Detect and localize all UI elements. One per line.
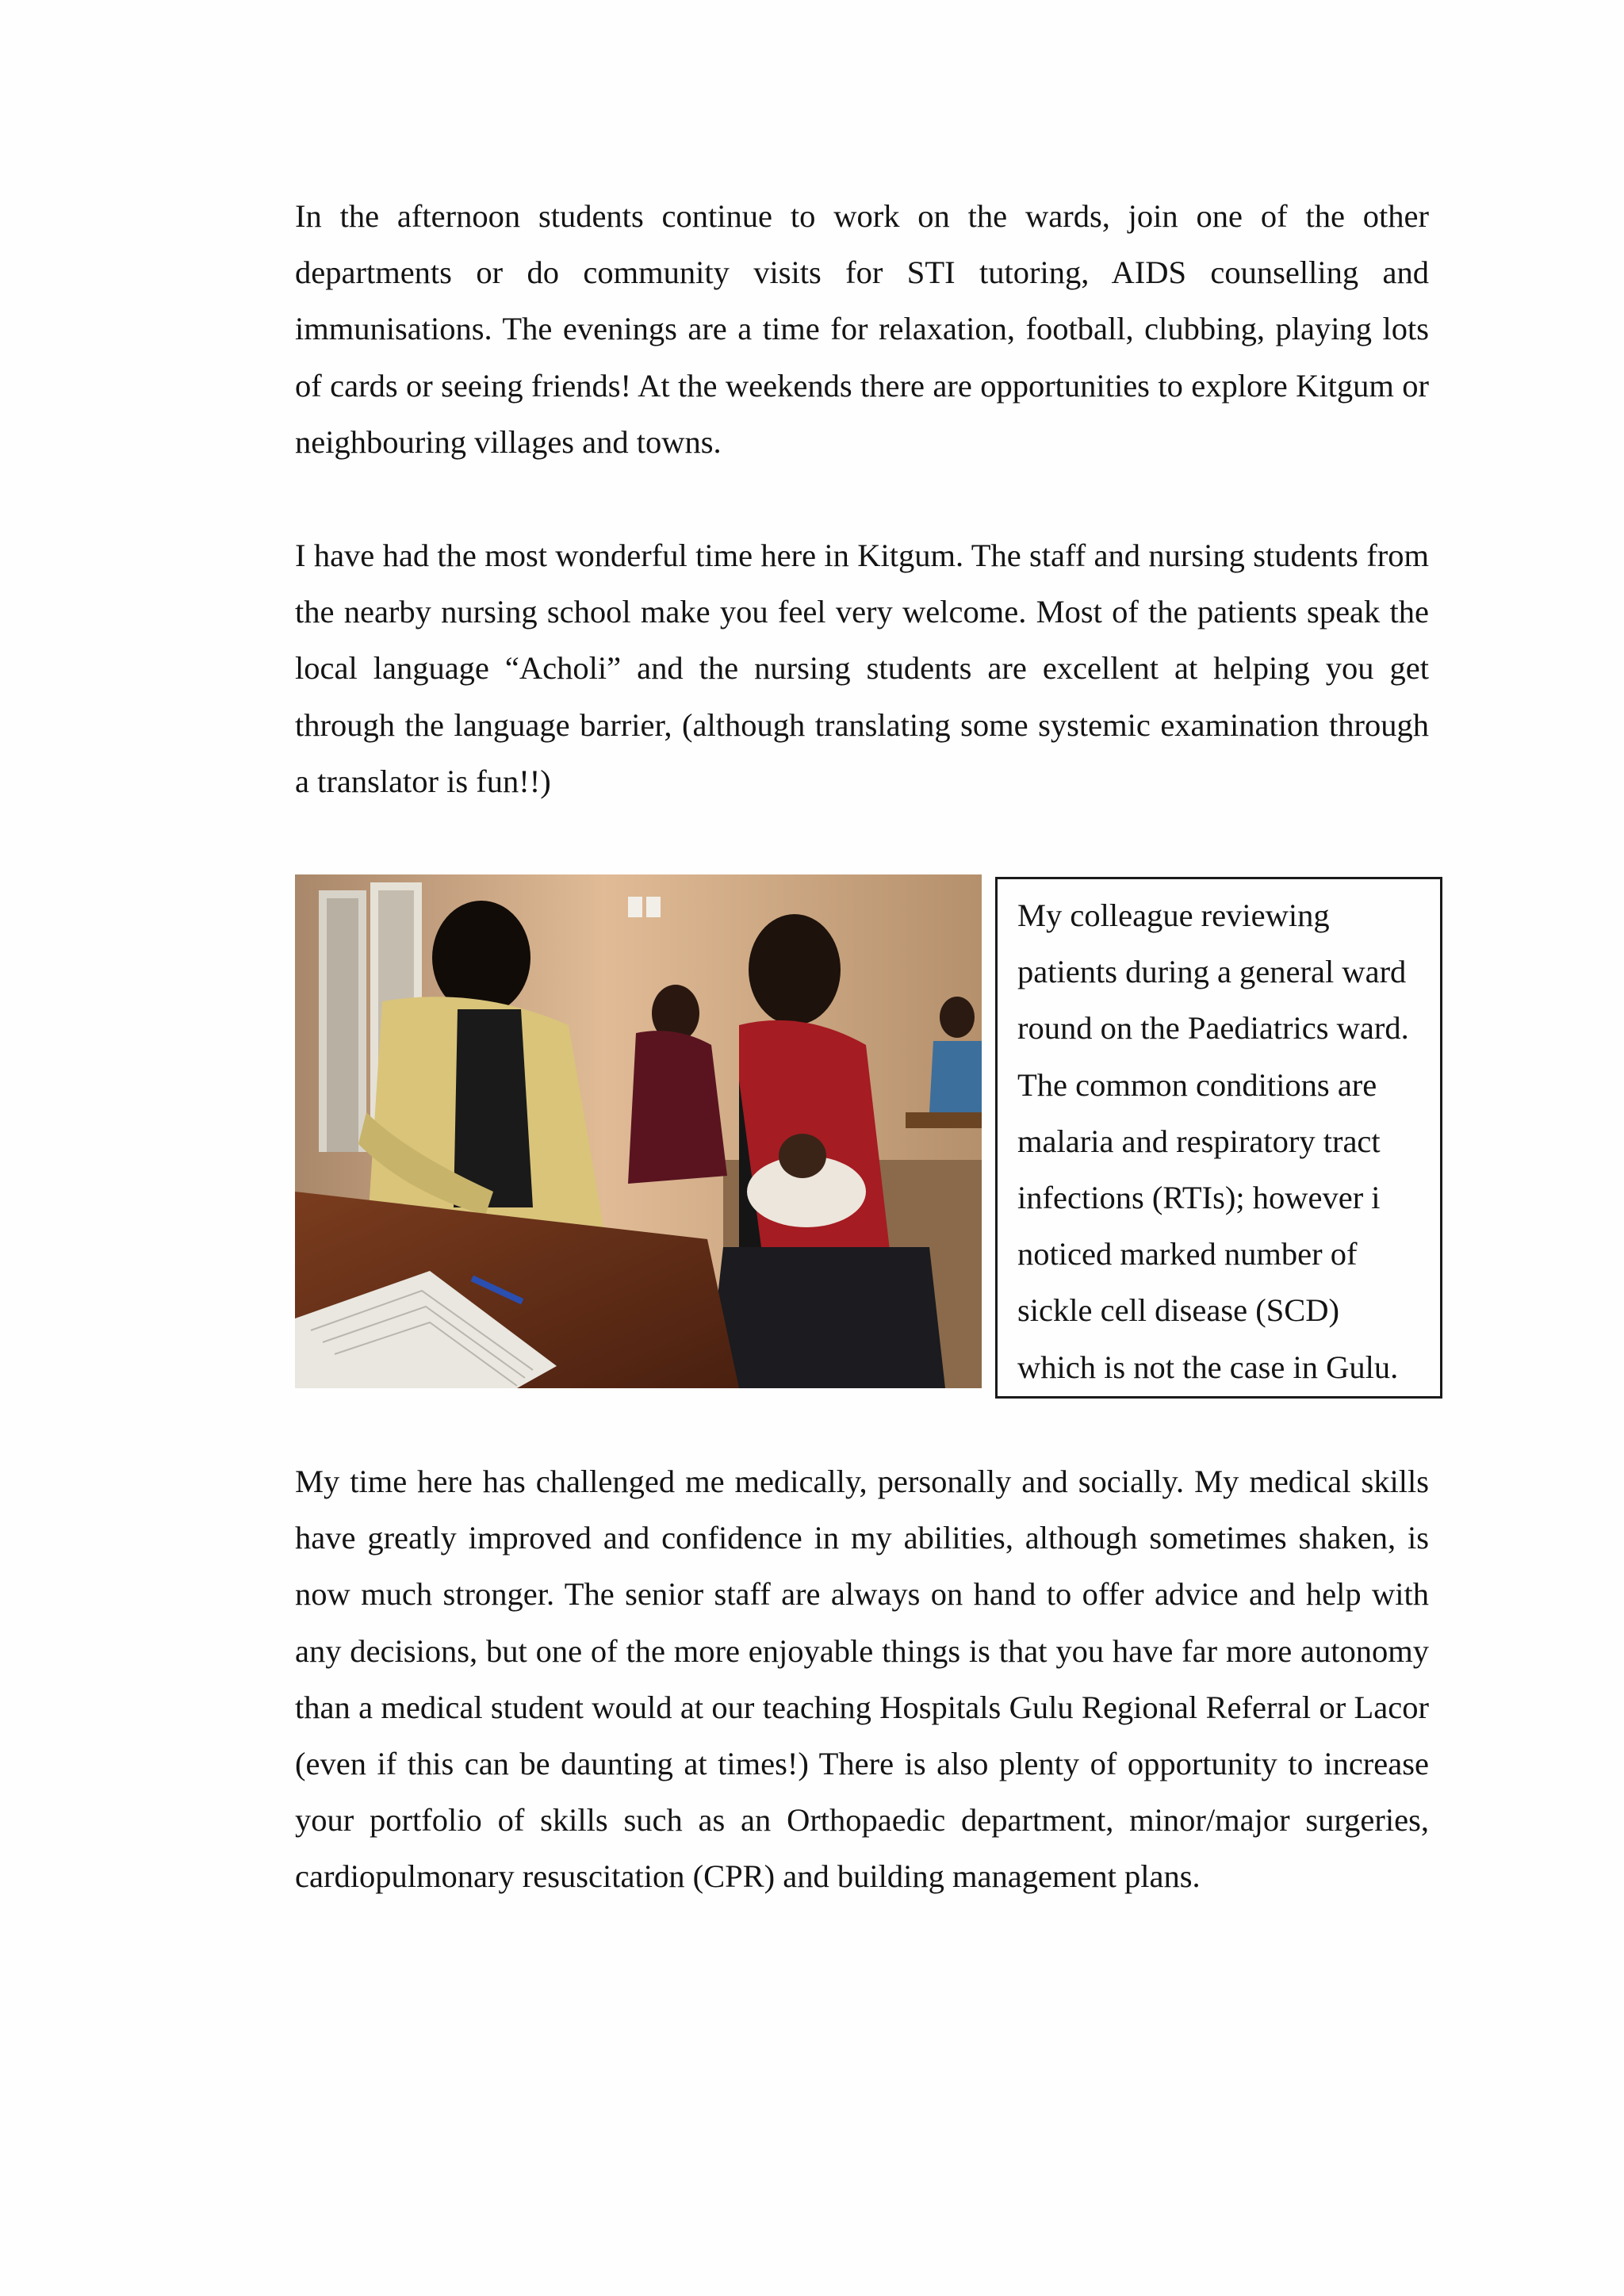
ward-round-photo-illustration — [295, 874, 982, 1388]
caption-line: The common conditions are — [1017, 1066, 1377, 1103]
caption-line: round on the Paediatrics ward. — [1017, 1010, 1409, 1047]
caption-line: noticed marked number of — [1017, 1236, 1358, 1272]
caption-line: which is not the case in Gulu. — [1017, 1349, 1399, 1385]
caption-line: My colleague reviewing — [1017, 897, 1330, 933]
ward-round-photo — [295, 874, 982, 1388]
caption-line: patients during a general ward — [1017, 954, 1407, 990]
caption-line: infections (RTIs); however i — [1017, 1180, 1381, 1216]
paragraph-challenges-reflection: My time here has challenged me medically, personally and socially. My medical skills have greatly improved and confidence in my abilities, although sometimes shaken, is now much stronger. The senior staff are always on hand to offer advice and help with any decisions, but one of the more enjoyable things is that you have far more autonomy than a medical student would at our teaching Hospitals Gulu Regional Referral or Lacor (even if this can be daunting at times!) There is also plenty of opportunity to increase your portfolio of skills such as an Orthopaedic department, minor/major surgeries, cardiopulmonary resuscitation (CPR) and building management plans. — [295, 1464, 1429, 1895]
paragraph-afternoon-activities: In the afternoon students continue to work on the wards, join one of the other departments or do community visits for STI tutoring, AIDS counselling and immunisations. The evenings are a time for relaxation, football, clubbing, playing lots of cards or seeing friends! At the weekends there are opportunities to explore Kitgum or neighbouring villages and towns. — [295, 198, 1429, 460]
caption-line: sickle cell disease (SCD) — [1017, 1292, 1340, 1329]
caption-line: malaria and respiratory tract — [1017, 1123, 1381, 1159]
paragraph-kitgum-experience: I have had the most wonderful time here in Kitgum. The staff and nursing students from the nearby nursing school make you feel very welcome. Most of the patients speak the local language “Acholi” and the nursing students are excellent at helping you get through the language barrier, (although translating some systemic examination through a translator is fun!!) — [295, 538, 1429, 799]
photo-caption-box — [995, 877, 1442, 1399]
